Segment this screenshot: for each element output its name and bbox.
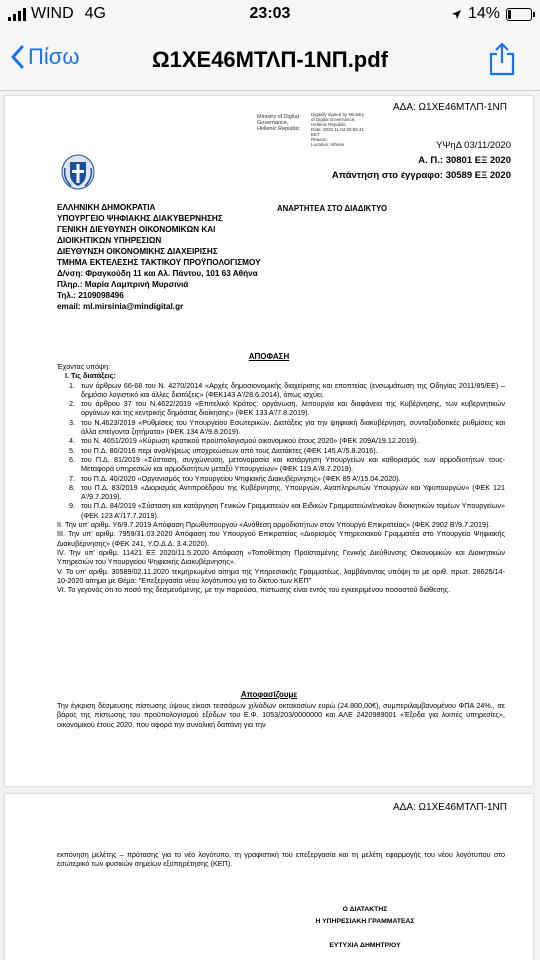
sender-line: ΤΜΗΜΑ ΕΚΤΕΛΕΣΗΣ ΤΑΚΤΙΚΟΥ ΠΡΟΫΠΟΛΟΓΙΣΜΟΥ: [57, 258, 261, 267]
provision-item: [57, 455, 505, 474]
sender-line: ΔΙΟΙΚΗΤΙΚΩΝ ΥΠΗΡΕΣΙΩΝ: [57, 236, 162, 245]
provision-item: [57, 381, 505, 400]
decision-heading: ΑΠΟΦΑΣΗ: [248, 352, 290, 361]
reference-block: [332, 138, 511, 183]
signatory-title: Η ΥΠΗΡΕΣΙΑΚΗ ΓΡΑΜΜΑΤΕΑΣ: [315, 918, 415, 925]
section-ii: II. Την υπ' αριθμ. Υ6/9.7.2019 Απόφαση Πρωθυπουργού «Ανάθεση αρμοδιοτήτων στον Υπουργό Επικρατείας» (ΦΕΚ 2902 Β'/9.7.2019).: [57, 520, 491, 530]
signatory-role: Ο ΔΙΑΤΑΚΤΗΣ: [342, 906, 388, 913]
provision-number: 3.: [69, 417, 75, 427]
sender-phone: Τηλ.: 2109098496: [57, 291, 124, 300]
provision-item: [57, 501, 505, 520]
section-iii: III. Την υπ' αριθμ. 7959/31.03.2020 Απόφαση του Υπουργού Επικρατείας «Διορισμός Υπηρεσιακού Γραμματέα στο Υπουργείο Ψηφιακής Διακυβέρνησης» (ΦΕΚ 241, Υ.Ο.Δ.Δ. 3.4.2020).: [57, 529, 505, 548]
sender-address: Δ/νση: Φραγκούδη 11 και Αλ. Πάντου, 101 63 Αθήνα: [57, 269, 258, 278]
provision-item: [57, 418, 505, 437]
signature-detail: Date: 2020.11.04 08:55:41: [311, 127, 364, 132]
provision-number: 8.: [69, 482, 75, 492]
pdf-page-1[interactable]: [5, 96, 533, 786]
share-icon: [488, 42, 516, 76]
provision-text: του Ν.4623/2019 «Ρυθμίσεις του Υπουργείου Εσωτερικών, Διατάξεις για την ψηφιακή διακυβέρνηση, συνταξιοδοτικές ρυθμίσεις και άλλα επείγοντα ζητήματα» (ΦΕΚ 134 Α'/9.8.2019).: [81, 417, 505, 437]
navigation-bar: [0, 30, 540, 91]
signature-detail: EET: [311, 132, 320, 137]
signer-line: Hellenic Republic: [257, 126, 300, 132]
protocol-number: Α. Π.: 30801 ΕΞ 2020: [418, 155, 511, 166]
signature-detail: Reason:: [311, 137, 328, 142]
status-bar: [0, 0, 540, 30]
sender-contact-person: Πληρ.: Μαρία Λαμπρινή Μυρσινιά: [57, 280, 189, 289]
provision-item: [57, 399, 505, 418]
sender-line: ΕΛΛΗΝΙΚΗ ΔΗΜΟΚΡΑΤΙΑ: [57, 203, 156, 212]
signature-detail: Hellenic Republic: [311, 122, 346, 127]
signature-detail: of Digital Governance,: [311, 117, 356, 122]
provision-item: [57, 446, 505, 455]
provision-text: του Π.Δ. 40/2020 «Οργανισμός του Υπουργείου Ψηφιακής Διακυβέρνησης» (ΦΕΚ 85 Α'/15.04.2020).: [81, 473, 401, 483]
signer-line: Governance,: [257, 120, 289, 126]
section-iv: IV. Την υπ' αριθμ. 11421 ΕΞ 2020/11.5.2020 Απόφαση «Τοποθέτηση Προϊσταμένης Γενικής Διεύθυνσης Οικονομικών και Διοικητικών Υπηρεσιών του Υπουργείου Ψηφιακής Διακυβέρνησης».: [57, 547, 505, 567]
greek-emblem-icon: [61, 154, 95, 195]
battery-percent: 14%: [467, 5, 500, 22]
provision-text: του Π.Δ. 81/2019 «Σύσταση, συγχώνευση, μετονομασία και κατάργηση Υπουργείων και καθορισμός των αρμοδιοτήτων τους-Μεταφορά υπηρεσιών και αρμοδιοτήτων μεταξύ Υπουργείων» (ΦΕΚ 119 Α'/8.7.2019).: [81, 454, 505, 474]
provision-number: 9.: [69, 501, 75, 511]
sender-email: email: ml.mirsinia@mindigital.gr: [57, 302, 184, 311]
sender-block: [57, 202, 261, 312]
signer-line: Ministry of Digital: [257, 114, 299, 120]
document-date: ΥΨηΔ 03/11/2020: [436, 140, 511, 151]
document-title: Ω1ΧΕ46ΜΤΛΠ-1ΝΠ.pdf: [151, 47, 389, 72]
battery-icon: [506, 8, 532, 21]
posting-notice: ΑΝΑΡΤΗΤΕΑ ΣΤΟ ΔΙΑΔΙΚΤΥΟ: [277, 204, 388, 213]
provision-number: 1.: [69, 380, 75, 390]
provision-item: [57, 436, 505, 445]
decision-body: [57, 362, 505, 594]
section-vi: VI. Το γεγονός ότι το ποσό της δεσμευόμενης, με την παρούσα, πίστωσης είναι εντός του εγκεκριμένου ποσοστού διάθεσης.: [57, 585, 451, 595]
provision-number: 5.: [69, 445, 75, 455]
provision-text: του Π.Δ. 84/2019 «Σύσταση και κατάργηση Γενικών Γραμματειών και Ειδικών Γραμματειών/ενιαίων διοικητικών τομέων Υπουργείων» (ΦΕΚ 123 Α'/17.7.2019).: [81, 501, 505, 520]
provision-text: του Ν. 4651/2019 «Κύρωση κρατικού προϋπολογισμού οικονομικού έτους 2020» (ΦΕΚ 209Α/19.12.2019).: [81, 436, 419, 446]
we-decide-heading: Αποφασίζουμε: [240, 690, 298, 699]
having-regard: Έχοντας υπόψη:: [57, 362, 111, 371]
signatory-name: ΕΥΤΥΧΙΑ ΔΗΜΗΤΡΙΟΥ: [329, 942, 401, 949]
provisions-list: [57, 381, 505, 520]
ada-code: ΑΔΑ: Ω1ΧΕ46ΜΤΛΠ-1ΝΠ: [392, 802, 507, 813]
signature-detail: Location: Athens: [311, 142, 345, 147]
provision-text: του Π.Δ. 80/2016 περί αναλήψεως υποχρεώσεων από τους Διατάκτες (ΦΕΚ 145 Α'/5.8.2016).: [81, 445, 378, 455]
sender-line: ΔΙΕΥΘΥΝΣΗ ΟΙΚΟΝΟΜΙΚΗΣ ΔΙΑΧΕΙΡΙΣΗΣ: [57, 247, 218, 256]
section-i: I. Τις διατάξεις:: [65, 371, 116, 381]
provision-text: των άρθρων 66-68 του Ν. 4270/2014 «Αρχές δημοσιονομικής διαχείρισης και εποπτείας (ενσωμάτωση της Οδηγίας 2011/85/ΕΕ) – δημόσιο λογιστικό και άλλες διατάξεις» (ΦΕΚ143 Α'/28.6.2014), όπως ισχύει.: [81, 380, 505, 399]
provision-number: 2.: [69, 399, 75, 409]
sender-line: ΥΠΟΥΡΓΕΙΟ ΨΗΦΙΑΚΗΣ ΔΙΑΚΥΒΕΡΝΗΣΗΣ: [57, 214, 223, 223]
signatory-block: [255, 904, 475, 952]
provision-number: 4.: [69, 436, 75, 446]
location-arrow-icon: [451, 9, 462, 20]
provision-text: του Π.Δ. 83/2019 «Διορισμός Αντιπροέδρου της Κυβέρνησης, Υπουργών, Αναπληρωτών Υπουργών και Υφυπουργών» (ΦΕΚ 121 Α'/9.7.2019).: [81, 482, 505, 502]
back-label: Πίσω: [28, 44, 80, 69]
battery-level-fill: [508, 10, 511, 19]
pdf-page-2[interactable]: [5, 794, 533, 960]
signature-detail: Digitally signed by Ministry: [311, 112, 365, 117]
sender-line: ΓΕΝΙΚΗ ΔΙΕΥΘΥΝΣΗ ΟΙΚΟΝΟΜΙΚΩΝ ΚΑΙ: [57, 225, 216, 234]
provision-item: [57, 483, 505, 502]
section-v: V. Το υπ' αριθμ. 30589/02.11.2020 τεκμηριωμένο αίτημα της Υπηρεσιακής Γραμματέως, λαμβάνοντας υπόψη το με αριθ. πρωτ. 28625/14-10-2020 αίτημα με Θέμα: "Επεξεργασία νέου λογότυπου για το δίκτυο των ΚΕΠ": [57, 566, 505, 585]
clock: 23:03: [249, 5, 291, 22]
provision-text: του άρθρου 37 του Ν.4622/2019 «Επιτελικό Κράτος: οργάνωση, λειτουργία και διαφάνεια της Κυβέρνησης, των κυβερνητικών οργάνων και της κεντρικής δημόσιας διοίκησης» (ΦΕΚ 133 Α'/7.8.2019).: [81, 399, 505, 418]
continuation-text: εκπόνηση μελέτης – πρότασης για το νέο λογότυπο, τη γραφιστική του επεξεργασία και τη μελέτη εφαρμογής του νέου λογότυπου στο εσωτερικό των φυσικών σημείων εξυπηρέτησης (ΚΕΠ).: [57, 850, 505, 869]
reply-reference: Απάντηση στο έγγραφο: 30589 ΕΞ 2020: [331, 170, 511, 181]
provision-number: 7.: [69, 473, 75, 483]
share-button[interactable]: [488, 42, 516, 81]
provision-number: 6.: [69, 454, 75, 464]
network-type: 4G: [84, 5, 106, 22]
decision-text: Την έγκριση δέσμευσης πίστωσης ύψους είκοσι τεσσάρων χιλιάδων οκτακοσίων ευρώ (24.800,00€), συμπεριλαμβανομένου ΦΠΑ 24%., σε βάρος της πίστωσης του προϋπολογισμού εξόδων του Ε.Φ. 1053/203/0000000 και ΑΛΕ 2420989001 «Έξοδα για λοιπές υπηρεσίες», οικονομικού έτους 2020, που αφορά την συνολική δαπάνη για την: [57, 701, 505, 729]
provision-item: [57, 474, 505, 483]
carrier-name: WIND: [31, 5, 74, 22]
ada-code: ΑΔΑ: Ω1ΧΕ46ΜΤΛΠ-1ΝΠ: [392, 102, 507, 113]
signature-signer: [257, 114, 309, 132]
